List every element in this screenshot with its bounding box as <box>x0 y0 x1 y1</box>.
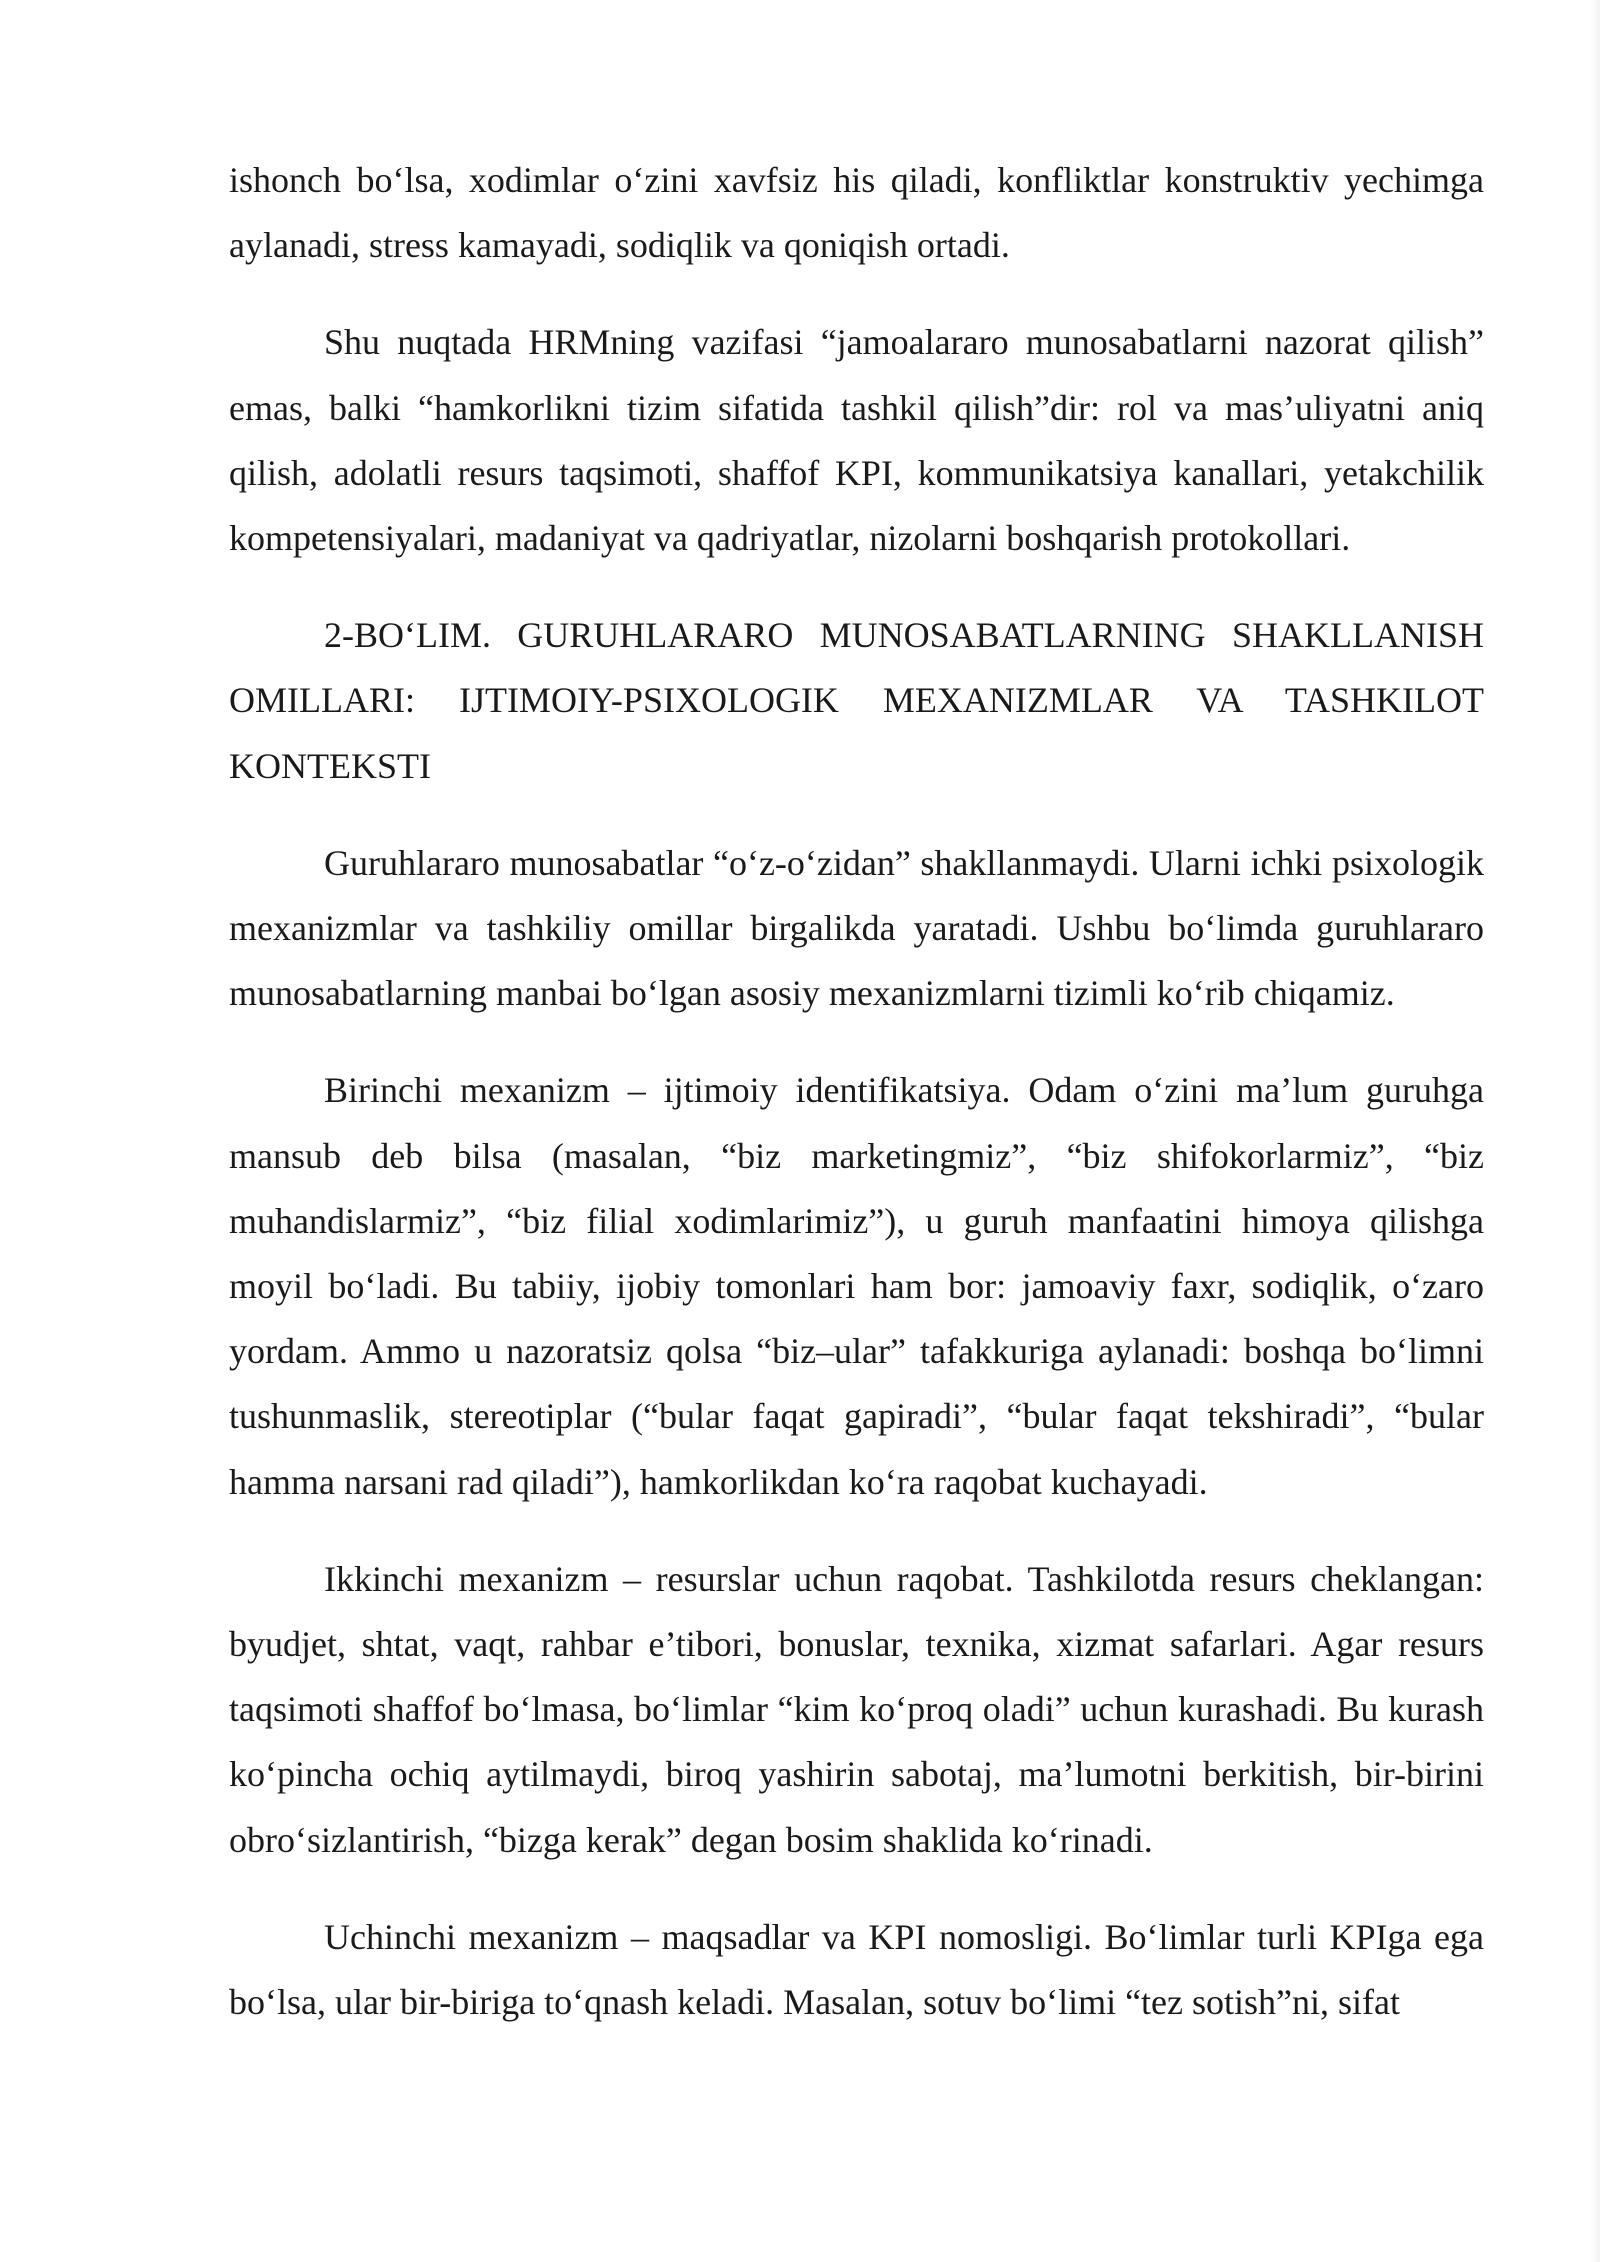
paragraph-intro: Guruhlararo munosabatlar “o‘z-o‘zidan” shakllanmaydi. Ularni ichki psixologik mexanizmlar va tashkiliy omillar birgalikda yaratadi. Ushbu bo‘limda guruhlararo munosabatlarning manbai bo‘lgan asosiy mexanizmlarni tizimli ko‘rib chiqamiz. <box>229 842 1484 1014</box>
paragraph-hrm-task: Shu nuqtada HRMning vazifasi “jamoalararo munosabatlarni nazorat qilish” emas, balki “hamkorlikni tizim sifatida tashkil qilish”dir: rol va mas’uliyatni aniq qilish, adolatli resurs taqsimoti, shaffof KPI, kommunikatsiya kanallari, yetakchilik kompetensiyalari, madaniyat va qadriyatlar, nizolarni boshqarish protokollari. <box>229 322 1484 559</box>
paragraph-mechanism-2: Ikkinchi mexanizm – resurslar uchun raqobat. Tashkilotda resurs cheklangan: byudjet, shtat, vaqt, rahbar e’tibori, bonuslar, texnika, xizmat safarlari. Agar resurs taqsimoti shaffof bo‘lmasa, bo‘limlar “kim ko‘proq oladi” uchun kurashadi. Bu kurash ko‘pincha ochiq aytilmaydi, biroq yashirin sabotaj, ma’lumotni berkitish, bir-birini obro‘sizlantirish, “bizga kerak” degan bosim shaklida ko‘rinadi. <box>229 1558 1484 1860</box>
document-body <box>229 148 1484 2067</box>
page-edge-shadow <box>1590 0 1600 2262</box>
paragraph-continuation: ishonch bo‘lsa, xodimlar o‘zini xavfsiz his qiladi, konfliktlar konstruktiv yechimga aylanadi, stress kamayadi, sodiqlik va qoniqish ortadi. <box>229 160 1484 266</box>
paragraph-mechanism-1: Birinchi mexanizm – ijtimoiy identifikatsiya. Odam o‘zini ma’lum guruhga mansub deb bilsa (masalan, “biz marketingmiz”, “biz shifokorlarmiz”, “biz muhandislarmiz”, “biz filial xodimlarimiz”), u guruh manfaatini himoya qilishga moyil bo‘ladi. Bu tabiiy, ijobiy tomonlari ham bor: jamoaviy faxr, sodiqlik, o‘zaro yordam. Ammo u nazoratsiz qolsa “biz–ular” tafakkuriga aylanadi: boshqa bo‘limni tushunmaslik, stereotiplar (“bular faqat gapiradi”, “bular faqat tekshiradi”, “bular hamma narsani rad qiladi”), hamkorlikdan ko‘ra raqobat kuchayadi. <box>229 1070 1484 1502</box>
paragraph-mechanism-3: Uchinchi mexanizm – maqsadlar va KPI nomosligi. Bo‘limlar turli KPIga ega bo‘lsa, ular bir-biriga to‘qnash keladi. Masalan, sotuv bo‘limi “tez sotish”ni, sifat <box>229 1916 1484 2023</box>
section-heading: 2-BO‘LIM. GURUHLARARO MUNOSABATLARNING SHAKLLANISH OMILLARI: IJTIMOIY-PSIXOLOGIK MEXANIZMLAR VA TASHKILOT KONTEKSTI <box>229 615 1484 786</box>
